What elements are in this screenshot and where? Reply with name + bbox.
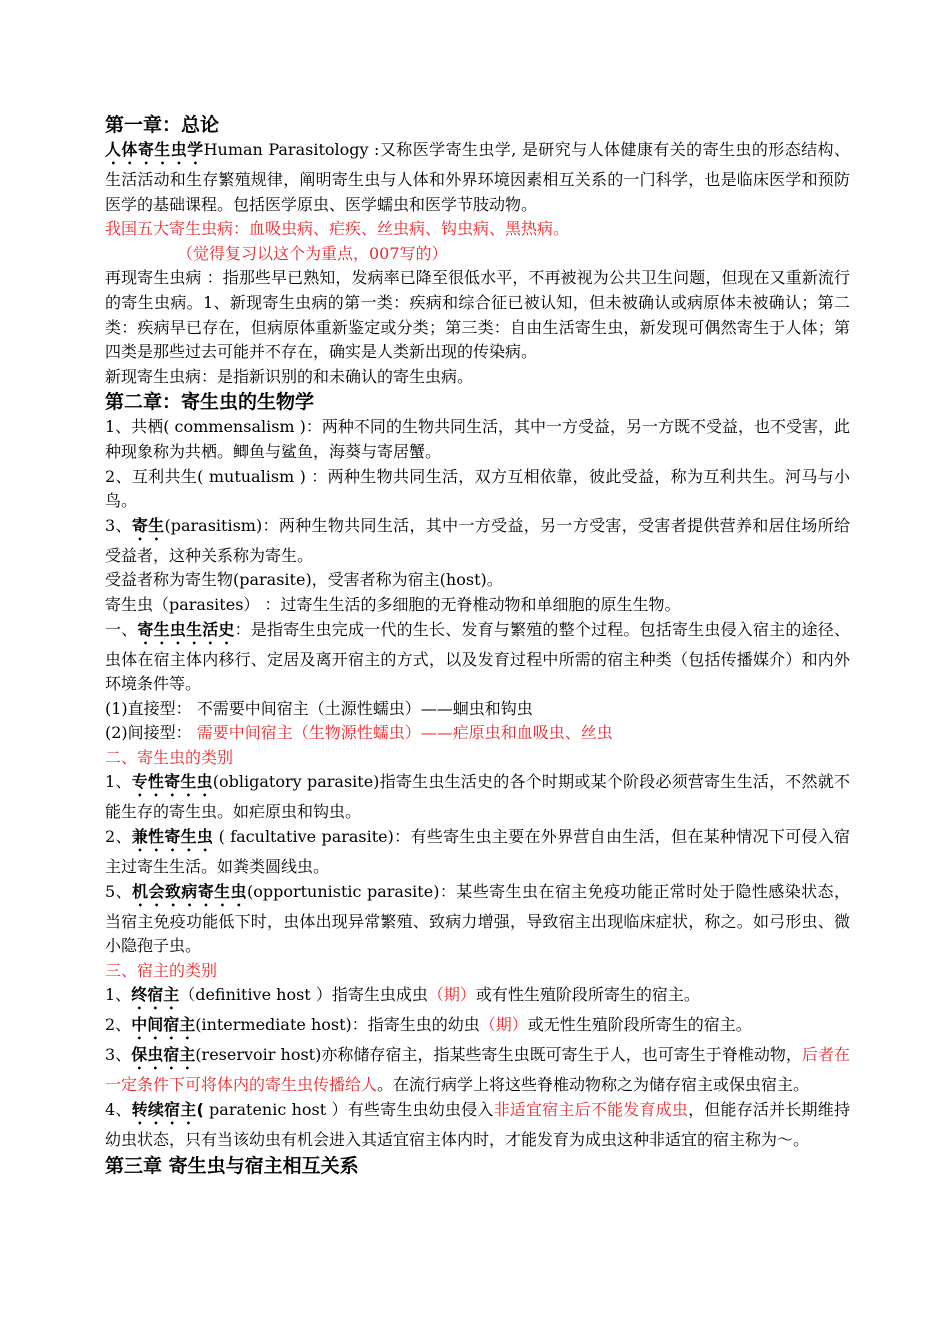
chapter-2-title: 第二章：寄生虫的生物学 <box>105 391 315 414</box>
intermediate-host: 2、中间宿主(intermediate host)：指寄生虫的幼虫（期）或无性生殖阶段所寄生的宿主。 <box>105 1015 752 1035</box>
term-facultative: 兼性寄生虫 <box>131 827 214 847</box>
term-intermediate: 中间宿主 <box>131 1015 196 1035</box>
reemerging-definition: 再现寄生虫病 ：指那些早已熟知，发病率已降至很低水平，不再被视为公共卫生问题，但现在又重新流行的寄生虫病。1、新现寄生虫病的第一类：疾病和综合征已被认知，但未被确认或病原体未被确认；第二类：疾病早已存在，但病原体重新鉴定或分类；第三类：自由生活寄生虫，新发现可偶然寄生于人体；第四类是那些过去可能并不存在，确实是人类新出现的传染病。 <box>105 268 850 362</box>
term-opportunistic: 机会致病寄生虫 <box>132 881 247 901</box>
definitive-host: 1、终宿主（definitive host ）指寄生虫成虫（期）或有性生殖阶段所寄生的宿主。 <box>105 985 700 1005</box>
parasite-types-heading: 二、寄生虫的类别 <box>105 747 234 767</box>
direct-type: (1)直接型： 不需要中间宿主（土源性蠕虫）——蛔虫和钩虫 <box>105 698 533 718</box>
lifecycle-definition: 一、寄生虫生活史：是指寄生虫完成一代的生长、发育与繁殖的整个过程。包括寄生虫侵入宿主的途径、虫体在宿主体内移行、定居及离开宿主的方式，以及发育过程中所需的宿主种类（包括传播媒介）和内外环境条件等。 <box>105 619 850 694</box>
reservoir-host: 3、保虫宿主(reservoir host)亦称储存宿主，指某些寄生虫既可寄生于人，也可寄生于脊椎动物，后者在一定条件下可将体内的寄生虫传播给人。在流行病学上将这些脊椎动物称之为储存宿主或保虫宿主。 <box>105 1045 850 1095</box>
five-diseases: 我国五大寄生虫病：血吸虫病、疟疾、丝虫病、钩虫病、黑热病。 <box>105 219 570 239</box>
emerging-definition: 新现寄生虫病：是指新识别的和未确认的寄生虫病。 <box>105 366 474 386</box>
mutualism-definition: 2、互利共生( mutualism ) ：两种生物共同生活，双方互相依靠，彼此受益，称为互利共生。河马与小鸟。 <box>105 466 850 511</box>
commensalism-definition: 1、共栖( commensalism )：两种不同的生物共同生活，其中一方受益，另一方既不受益，也不受害，此种现象称为共栖。鲫鱼与鲨鱼，海葵与寄居蟹。 <box>105 417 850 461</box>
term-human-parasitology: 人体寄生虫学 <box>105 140 204 159</box>
term-parasitism: 寄生 <box>131 515 165 535</box>
facultative-parasite: 2、兼性寄生虫 ( facultative parasite)：有些寄生虫主要在外界营自由生活，但在某种情况下可侵入宿主过寄生生活。如粪类圆线虫。 <box>105 827 850 877</box>
review-note: （觉得复习以这个为重点，007写的） <box>177 243 448 263</box>
paratenic-host: 4、转续宿主( paratenic host ）有些寄生虫幼虫侵入非适宜宿主后不能发育成虫，但能存活并长期维持幼虫状态，只有当该幼虫有机会进入其适宜宿主体内时，才能发育为成虫这种非适宜的宿主称为～。 <box>105 1100 850 1150</box>
indirect-type: (2)间接型： 需要中间宿主（生物源性蠕虫）——疟原虫和血吸虫、丝虫 <box>105 723 613 743</box>
parasites-definition: 寄生虫（parasites） ：过寄生生活的多细胞的无脊椎动物和单细胞的原生生物。 <box>105 594 681 614</box>
term-paratenic: 转续宿主( <box>131 1100 204 1120</box>
chapter-1-title: 第一章：总论 <box>105 114 220 136</box>
term-obligatory: 专性寄生虫 <box>131 772 213 792</box>
term-definitive: 终宿主 <box>131 985 180 1005</box>
parasitism-definition: 3、寄生(parasitism)：两种生物共同生活，其中一方受益，另一方受害，受害者提供营养和居住场所给受益者，这种关系称为寄生。 <box>105 515 850 565</box>
host-types-heading: 三、宿主的类别 <box>105 960 218 980</box>
parasitology-definition: 人体寄生虫学Human Parasitology :又称医学寄生虫学, 是研究与人体健康有关的寄生虫的形态结构、生活活动和生存繁殖规律，阐明寄生虫与人体和外界环境因素相互关系的一门科学，也是临床医学和预防医学的基础课程。包括医学原虫、医学蠕虫和医学节肢动物。 <box>105 140 850 214</box>
chapter-3-title: 第三章 寄生虫与宿主相互关系 <box>105 1154 359 1177</box>
term-lifecycle: 寄生虫生活史 <box>137 619 235 639</box>
document-page <box>105 112 850 1179</box>
opportunistic-parasite: 5、机会致病寄生虫(opportunistic parasite)：某些寄生虫在宿主免疫功能正常时处于隐性感染状态，当宿主免疫功能低下时，虫体出现异常繁殖、致病力增强，导致宿主出现临床症状，称之。如弓形虫、微小隐孢子虫。 <box>105 881 850 956</box>
obligatory-parasite: 1、专性寄生虫(obligatory parasite)指寄生虫生活史的各个时期或某个阶段必须营寄生生活，不然就不能生存的寄生虫。如疟原虫和钩虫。 <box>105 772 850 822</box>
host-definition: 受益者称为寄生物(parasite)，受害者称为宿主(host)。 <box>105 570 503 590</box>
term-reservoir: 保虫宿主 <box>131 1045 196 1065</box>
